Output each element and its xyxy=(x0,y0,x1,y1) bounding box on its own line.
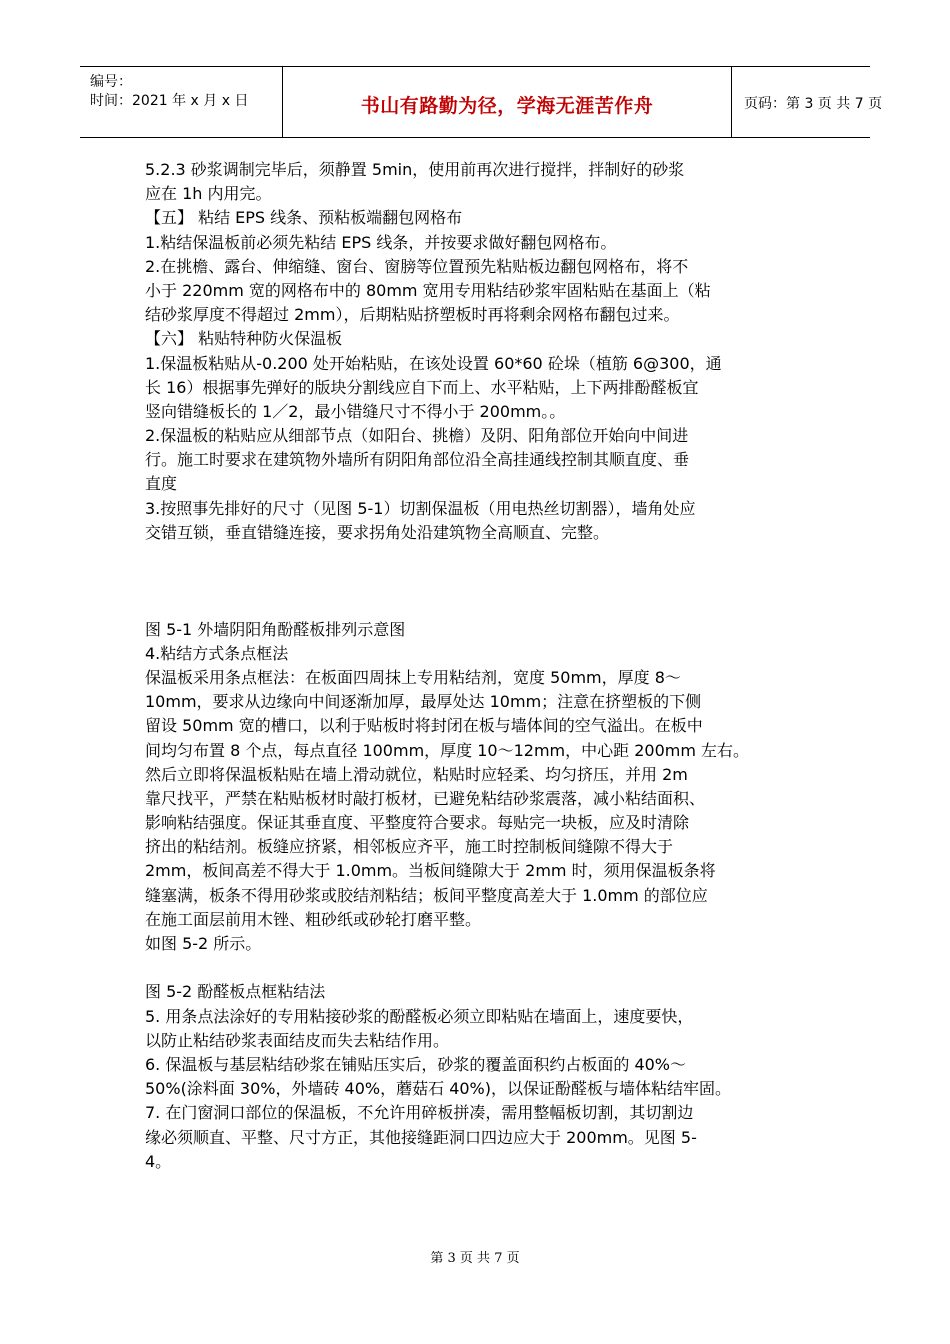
body-line: 间均匀布置 8 个点，每点直径 100mm，厚度 10～12mm，中心距 200mm 左右。 xyxy=(145,740,750,760)
body-line: 影响粘结强度。保证其垂直度、平整度符合要求。每贴完一块板，应及时清除 xyxy=(145,813,690,833)
body-line: 在施工面层前用木锉、粗砂纸或砂轮打磨平整。 xyxy=(145,909,482,929)
page-header xyxy=(80,66,883,138)
body-line: 以防止粘结砂浆表面结皮而失去粘结作用。 xyxy=(145,1030,450,1050)
blank-line xyxy=(145,593,817,617)
body-line: 1.保温板粘贴从-0.200 处开始粘贴，在该处设置 60*60 砼垛（植筋 6@300，通 xyxy=(145,353,722,373)
figure-caption: 图 5-1 外墙阴阳角酚醛板排列示意图 xyxy=(145,619,406,639)
body-line: 长 16）根据事先弹好的版块分割线应自下而上、水平粘贴，上下两排酚醛板宜 xyxy=(145,377,699,397)
body-line: 5. 用条点法涂好的专用粘接砂浆的酚醛板必须立即粘贴在墙面上，速度要快， xyxy=(145,1006,694,1026)
body-line: 直度 xyxy=(145,474,178,494)
header-page-cell xyxy=(732,67,883,137)
body-line: 如图 5-2 所示。 xyxy=(145,934,262,954)
body-line: 竖向错缝板长的 1／2，最小错缝尺寸不得小于 200mm。。 xyxy=(145,401,566,421)
figure-caption: 图 5-2 酚醛板点框粘结法 xyxy=(145,982,326,1002)
header-info-cell xyxy=(80,67,283,137)
body-line: 7. 在门窗洞口部位的保温板，不允许用碎板拼凑，需用整幅板切割，其切割边 xyxy=(145,1103,694,1123)
body-line: 10mm，要求从边缘向中间逐渐加厚，最厚处达 10mm；注意在挤塑板的下侧 xyxy=(145,692,702,712)
body-line: 缝塞满，板条不得用砂浆或胶结剂粘结；板间平整度高差大于 1.0mm 的部位应 xyxy=(145,885,708,905)
header-page-number: 页码：第 3 页 共 7 页 xyxy=(744,96,883,112)
section-heading: 【五】 粘结 EPS 线条、预粘板端翻包网格布 xyxy=(145,208,463,228)
blank-line xyxy=(145,956,817,980)
body-line: 5.2.3 砂浆调制完毕后，须静置 5min，使用前再次进行搅拌，拌制好的砂浆 xyxy=(145,160,685,179)
header-motto-cell xyxy=(283,67,732,137)
body-line: 缘必须顺直、平整、尺寸方正，其他接缝距洞口四边应大于 200mm。见图 5- xyxy=(145,1127,697,1147)
body-line: 4。 xyxy=(145,1151,172,1171)
body-line: 结砂浆厚度不得超过 2mm），后期粘贴挤塑板时再将剩余网格布翻包过来。 xyxy=(145,305,680,325)
header-motto: 书山有路勤为径，学海无涯苦作舟 xyxy=(360,95,654,117)
body-line: 然后立即将保温板粘贴在墙上滑动就位，粘贴时应轻柔、均匀挤压，并用 2m xyxy=(145,764,688,784)
document-number-label: 编号： xyxy=(90,74,132,90)
body-line: 3.按照事先排好的尺寸（见图 5-1）切割保温板（用电热丝切割器），墙角处应 xyxy=(145,498,696,518)
body-line: 50%(涂料面 30%，外墙砖 40%，蘑菇石 40%)，以保证酚醛板与墙体粘结牢固。 xyxy=(145,1079,731,1099)
body-line: 交错互锁，垂直错缝连接，要求拐角处沿建筑物全高顺直、完整。 xyxy=(145,522,610,542)
body-line: 4.粘结方式条点框法 xyxy=(145,643,289,663)
body-line: 留设 50mm 宽的槽口，以利于贴板时将封闭在板与墙体间的空气溢出。在板中 xyxy=(145,716,703,736)
document-date-label: 时间：2021 年 x 月 x 日 xyxy=(90,93,249,109)
section-heading: 【六】 粘贴特种防火保温板 xyxy=(145,329,343,349)
figure-placeholder-space xyxy=(145,545,817,593)
body-line: 1.粘结保温板前必须先粘结 EPS 线条，并按要求做好翻包网格布。 xyxy=(145,232,617,252)
body-line: 应在 1h 内用完。 xyxy=(145,184,272,204)
page-footer: 第 3 页 共 7 页 xyxy=(430,1251,520,1266)
body-line: 2.在挑檐、露台、伸缩缝、窗台、窗膀等位置预先粘贴板边翻包网格布，将不 xyxy=(145,256,689,276)
document-body xyxy=(145,158,817,1174)
body-line: 2mm，板间高差不得大于 1.0mm。当板间缝隙大于 2mm 时，须用保温板条将 xyxy=(145,861,716,881)
body-line: 保温板采用条点框法：在板面四周抹上专用粘结剂，宽度 50mm，厚度 8～ xyxy=(145,667,681,687)
body-line: 行。施工时要求在建筑物外墙所有阴阳角部位沿全高挂通线控制其顺直度、垂 xyxy=(145,450,690,470)
body-line: 6. 保温板与基层粘结砂浆在铺贴压实后，砂浆的覆盖面积约占板面的 40%～ xyxy=(145,1054,687,1074)
body-line: 靠尺找平，严禁在粘贴板材时敲打板材，已避免粘结砂浆震落，减小粘结面积、 xyxy=(145,788,706,808)
body-line: 2.保温板的粘贴应从细部节点（如阳台、挑檐）及阴、阳角部位开始向中间进 xyxy=(145,426,689,446)
body-line: 挤出的粘结剂。板缝应挤紧，相邻板应齐平，施工时控制板间缝隙不得大于 xyxy=(145,837,674,857)
body-line: 小于 220mm 宽的网格布中的 80mm 宽用专用粘结砂浆牢固粘贴在基面上（粘 xyxy=(145,280,711,300)
